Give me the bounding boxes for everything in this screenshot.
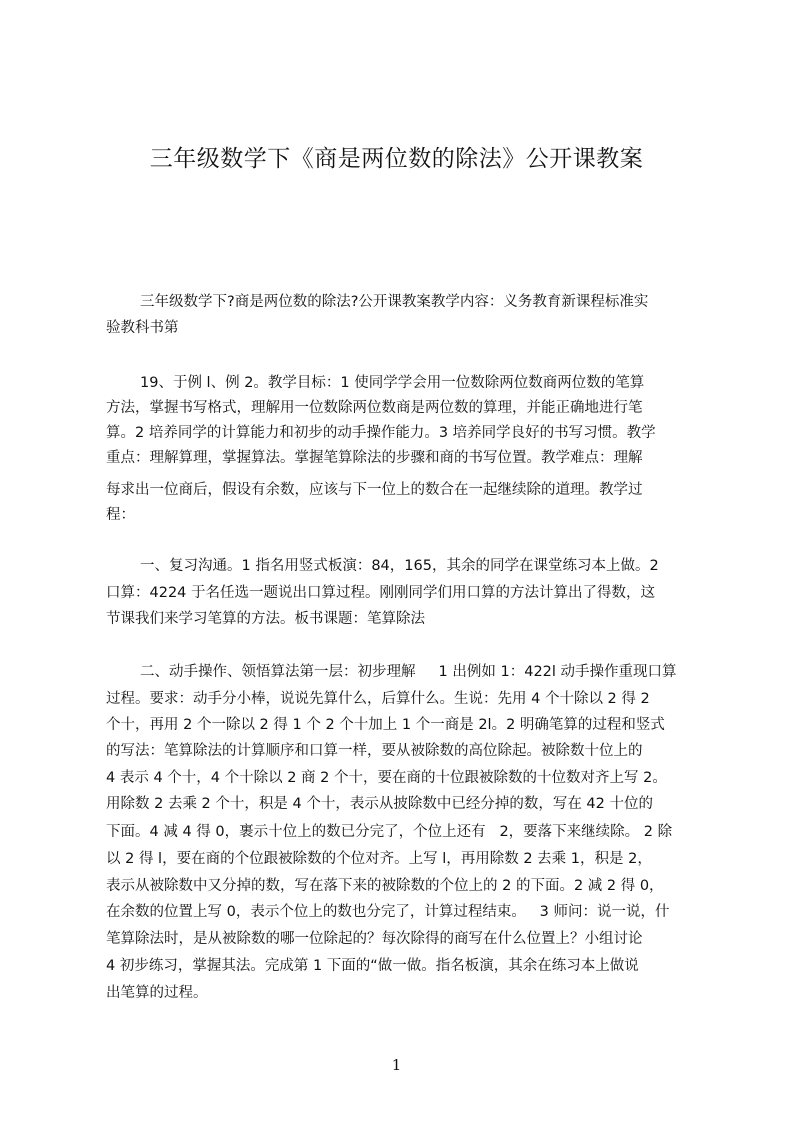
- text-line: 在余数的位置上写 0，表示个位上的数也分完了，计算过程结束。 3 师问：说一说，什: [106, 904, 670, 920]
- text-line: 19、于例 l、例 2。教学目标：1 使同学学会用一位数除两位数商两位数的笔算: [140, 375, 645, 391]
- text-line: 用除数 2 去乘 2 个十，积是 4 个十，表示从披除数中已经分掉的数，写在 42 十位的: [106, 796, 653, 812]
- text-line: 每求出一位商后，假设有余数，应该与下一位上的数合在一起继续除的道理。教学过: [106, 482, 643, 498]
- document-title: 三年级数学下《商是两位数的除法》公开课教案: [149, 146, 644, 172]
- text-line: 重点：理解算理，掌握算法。掌握笔算除法的步骤和商的书写位置。教学难点：理解: [106, 450, 643, 466]
- page-number: 1: [391, 1056, 402, 1074]
- text-line: 出笔算的过程。: [106, 985, 208, 1001]
- text-line: 二、动手操作、领悟算法第一层：初步理解 1 出例如 1：422l 动手操作重现口算: [140, 664, 677, 680]
- text-line: 表示从被除数中又分掉的数，写在落下来的被除数的个位上的 2 的下面。2 减 2 得 0，: [106, 878, 664, 894]
- text-line: 的写法：笔算除法的计算顺序和口算一样，要从被除数的高位除起。被除数十位上的: [106, 743, 643, 759]
- text-line: 4 表示 4 个十，4 个十除以 2 商 2 个十，要在商的十位跟被除数的十位数对齐上写 2。: [106, 770, 667, 786]
- text-line: 程：: [106, 507, 135, 523]
- text-line: 下面。4 减 4 得 0，裹示十位上的数已分完了，个位上还有 2，要落下来继续除。 2 除: [106, 824, 673, 840]
- text-line: 以 2 得 l，要在商的个位跟被除数的个位对齐。上写 l，再用除数 2 去乘 1，积是 2，: [106, 851, 652, 867]
- text-line: 笔算除法时，是从被除数的哪一位除起的？每次除得的商写在什么位置上？小组讨论: [106, 931, 643, 947]
- text-line: 4 初步练习，掌握其法。完成第 1 下面的“做一做。指名板演，其余在练习本上做说: [106, 958, 639, 974]
- text-line: 算。2 培养同学的计算能力和初步的动手操作能力。3 培养同学良好的书写习惯。教学: [106, 425, 656, 441]
- text-line: 一、复习沟通。1 指名用竖式板演：84，165，其余的同学在课堂练习本上做。2: [140, 558, 659, 574]
- text-line: 三年级数学下?商是两位数的除法?公开课教案教学内容：义务教育新课程标准实: [140, 294, 649, 310]
- text-line: 口算：4224 于名任选一题说出口算过程。刚刚同学们用口算的方法计算出了得数，这: [106, 585, 656, 601]
- text-line: 方法，掌握书写格式，理解用一位数除两位数商是两位数的算理，并能正确地进行笔: [106, 400, 643, 416]
- text-line: 过程。要求：动手分小棒，说说先算什么，后算什么。生说：先用 4 个十除以 2 得 2: [106, 691, 650, 707]
- text-line: 个十，再用 2 个一除以 2 得 1 个 2 个十加上 1 个一商是 2l。2 明确笔算的过程和竖式: [106, 717, 665, 733]
- text-line: 验教科书第: [106, 320, 179, 336]
- text-line: 节课我们来学习笔算的方法。板书课题：笔算除法: [106, 611, 425, 627]
